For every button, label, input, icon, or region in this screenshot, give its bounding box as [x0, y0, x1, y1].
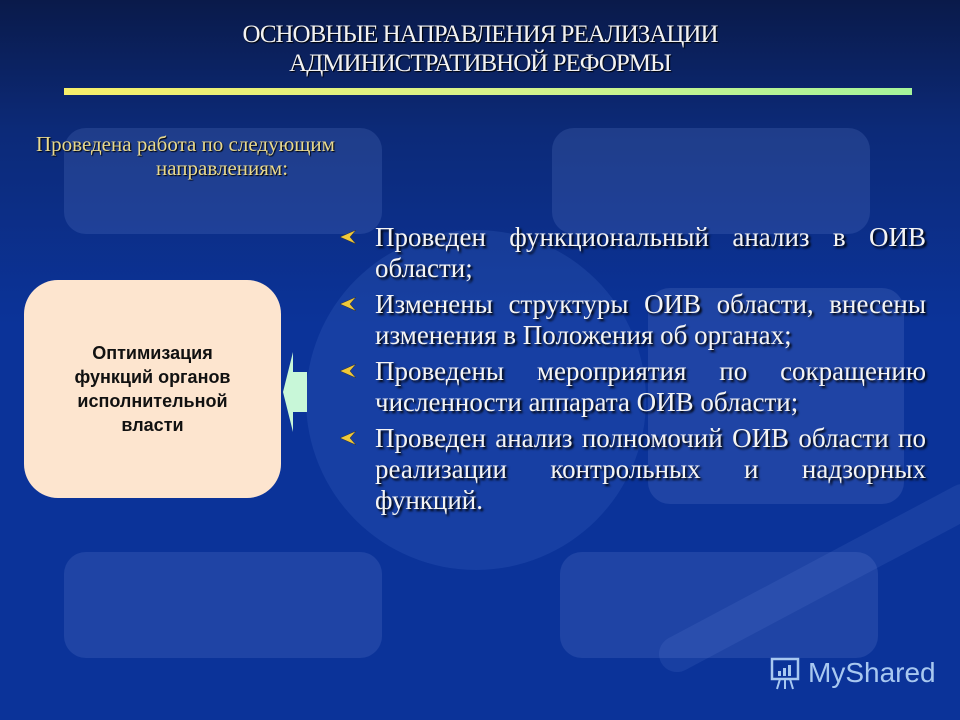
arrow-bullet-icon [340, 431, 356, 445]
title-line-2: АДМИНИСТРАТИВНОЙ РЕФОРМЫ [289, 50, 671, 77]
subtitle-line-2: направлениям: [156, 156, 289, 180]
bullet-text: Проведен функциональный анализ в ОИВ области; [375, 222, 926, 283]
title-underline-bar [64, 88, 912, 95]
arrow-bullet-icon [340, 297, 356, 311]
presentation-board-icon [768, 655, 802, 691]
myshared-watermark[interactable] [768, 655, 936, 691]
list-item [338, 289, 926, 351]
bullet-text: Проведен анализ полномочий ОИВ области по реализации контрольных и надзорных функций. [375, 423, 926, 515]
card-line: функций органов [74, 367, 231, 387]
card-line: Оптимизация [92, 343, 213, 363]
decor-box-top-right [552, 128, 870, 234]
decor-box-bottom-left [64, 552, 382, 658]
bullet-list [338, 222, 926, 521]
arrow-bullet-icon [340, 230, 356, 244]
arrow-bullet-icon [340, 364, 356, 378]
list-item [338, 222, 926, 284]
optimization-card [24, 280, 281, 498]
list-item [338, 423, 926, 516]
subtitle-line-1: Проведена работа по следующим [36, 132, 335, 156]
bullet-text: Изменены структуры ОИВ области, внесены изменения в Положения об органах; [375, 289, 926, 350]
card-line: власти [121, 415, 184, 435]
title-line-1: ОСНОВНЫЕ НАПРАВЛЕНИЯ РЕАЛИЗАЦИИ [242, 21, 718, 48]
slide-title [0, 20, 960, 78]
card-line: исполнительной [77, 391, 228, 411]
bullet-text: Проведены мероприятия по сокращению численности аппарата ОИВ области; [375, 356, 926, 417]
list-item [338, 356, 926, 418]
subtitle [36, 132, 436, 180]
left-arrow-icon [283, 352, 307, 432]
watermark-label: MyShared [808, 657, 936, 688]
